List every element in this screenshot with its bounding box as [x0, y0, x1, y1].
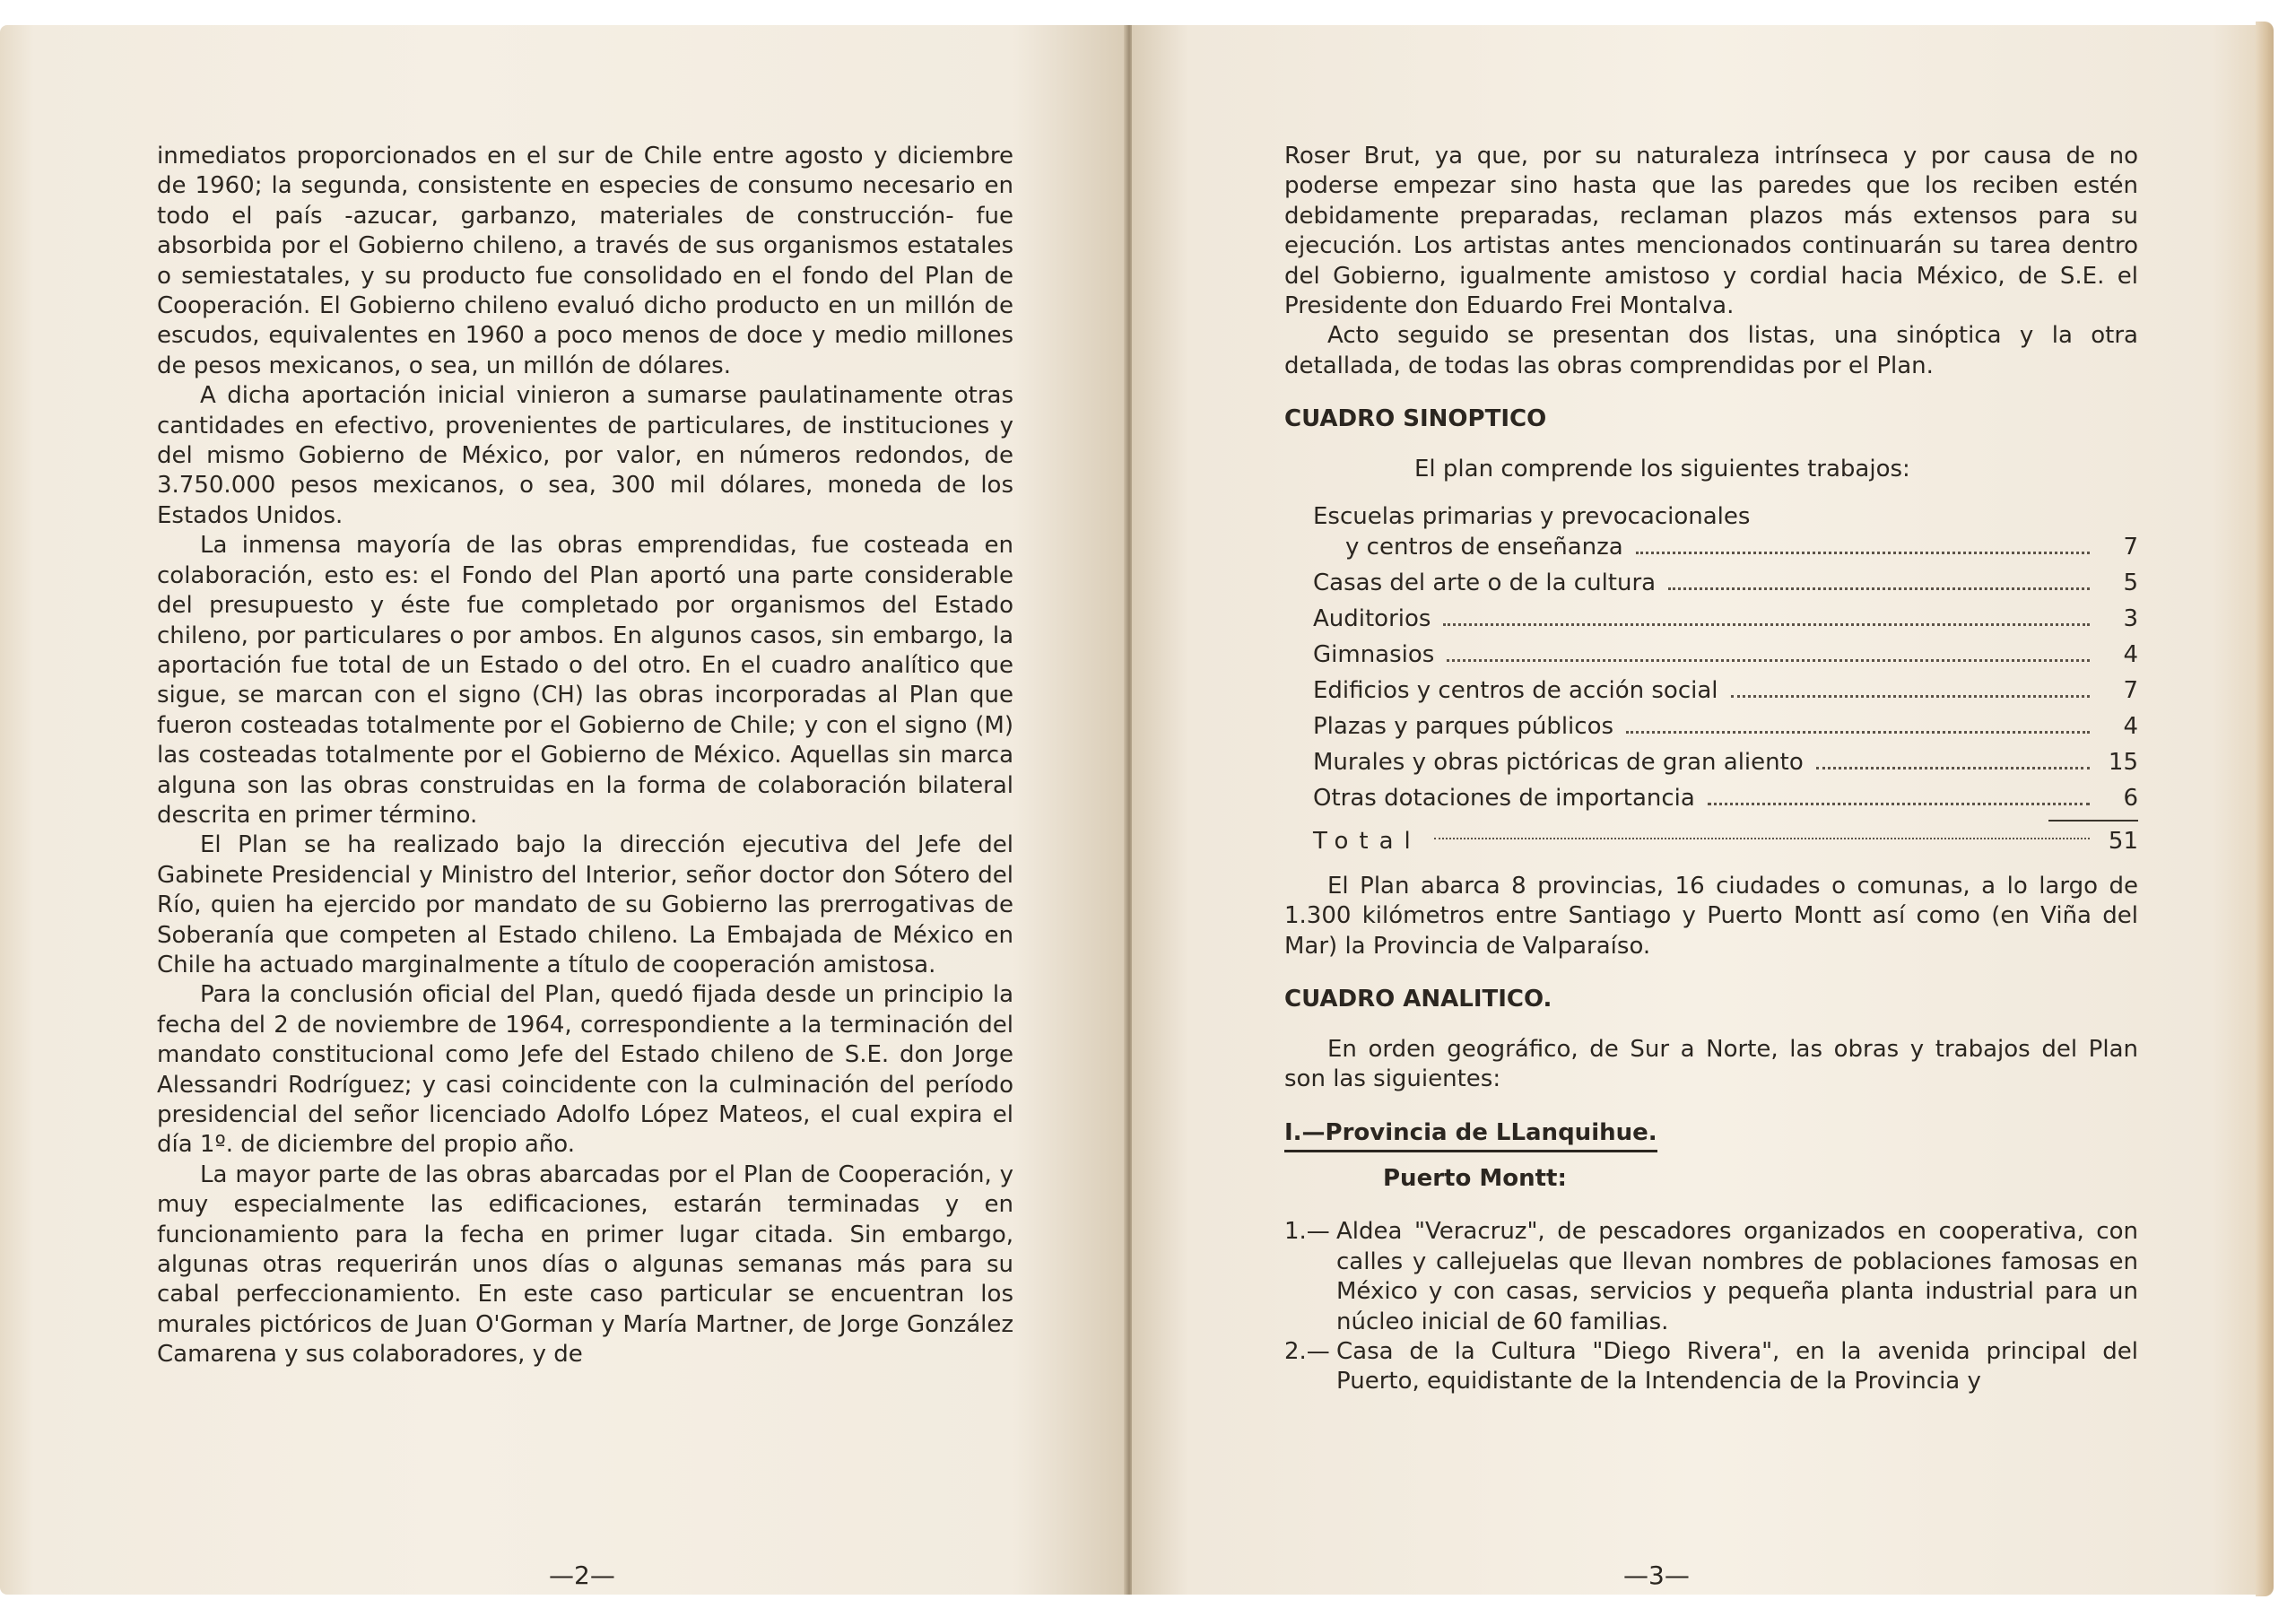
analytic-heading: CUADRO ANALITICO.	[1284, 986, 1552, 1013]
total-label: Total	[1313, 828, 1422, 856]
synoptic-row-label: y centros de enseñanza	[1345, 534, 1623, 561]
paragraph: inmediatos proporcionados en el sur de Chile entre agosto y diciembre de 1960; la segunda, consistente en especies de consumo necesario en todo el país -azucar, garbanzo, materiales de construcción- fue absorbida por el Gobierno chileno, a través de sus organismos estatales o semiestatales, y su producto fue consolidado en el fondo del Plan de Cooperación. El Gobierno chileno evaluó dicho producto en un millón de escudos, equivalentes en 1960 a poco menos de doce y medio millones de pesos mexicanos, o sea, un millón de dólares.	[157, 143, 1013, 379]
dot-leader	[1443, 623, 2090, 626]
synoptic-row-value: 7	[2123, 534, 2138, 561]
list-item-number: 2.—	[1284, 1337, 1330, 1365]
synoptic-row-label: Auditorios	[1313, 605, 1431, 633]
page-number-right: —3—	[1623, 1560, 1690, 1590]
list-item	[1284, 1217, 2138, 1337]
right-page-text	[1284, 142, 2138, 1397]
synoptic-row	[1313, 533, 2138, 569]
dot-leader	[1447, 659, 2090, 662]
city-heading: Puerto Montt:	[1383, 1164, 1567, 1192]
synoptic-row-label: Otras dotaciones de importancia	[1313, 785, 1695, 813]
list-item	[1284, 1337, 2138, 1397]
analytic-intro: En orden geográfico, de Sur a Norte, las obras y trabajos del Plan son las siguientes:	[1284, 1035, 2138, 1093]
synoptic-row-label: Casas del arte o de la cultura	[1313, 569, 1657, 597]
synoptic-row-value: 5	[2123, 569, 2138, 597]
dot-leader	[1636, 552, 2090, 554]
synoptic-heading: CUADRO SINOPTICO	[1284, 405, 1547, 433]
paragraph: Acto seguido se presentan dos listas, una sinóptica y la otra detallada, de todas las obras comprendidas por el Plan.	[1284, 322, 2138, 379]
synoptic-row-value: 3	[2123, 605, 2138, 633]
synoptic-row	[1313, 604, 2138, 640]
paragraph: El Plan se ha realizado bajo la dirección ejecutiva del Jefe del Gabinete Presidencial y Ministro del Interior, señor doctor don Sótero del Río, quien ha ejercido por mandato de su Gobierno las prerrogativas de Soberanía que competen al Estado chileno. La Embajada de México en Chile ha actuado marginalmente a título de cooperación amistosa.	[157, 831, 1013, 978]
paragraph: Para la conclusión oficial del Plan, quedó fijada desde un principio la fecha del 2 de noviembre de 1964, correspondiente a la terminación del mandato constitucional como Jefe del Estado chileno de S.E. don Jorge Alessandri Rodríguez; y casi coincidente con la culminación del período presidencial del señor licenciado Adolfo López Mateos, el cual expira el día 1º. de diciembre del propio año.	[157, 981, 1013, 1159]
paragraph: A dicha aportación inicial vinieron a sumarse paulatinamente otras cantidades en efectivo, provenientes de particulares, de instituciones y del mismo Gobierno de México, por valor, en números redondos, de 3.750.000 pesos mexicanos, o sea, 300 mil dólares, moneda de los Estados Unidos.	[157, 382, 1013, 529]
dot-leader	[1731, 695, 2090, 698]
synoptic-table	[1313, 502, 2138, 863]
left-page-text	[157, 142, 1013, 1370]
synoptic-row	[1313, 640, 2138, 676]
synoptic-row	[1313, 784, 2138, 820]
synoptic-row-label: Plazas y parques públicos	[1313, 713, 1614, 741]
paragraph: Roser Brut, ya que, por su naturaleza intrínseca y por causa de no poderse empezar sino hasta que las paredes que los reciben estén debidamente preparadas, reclaman plazos más extensos para su ejecución. Los artistas antes mencionados continuarán su tarea dentro del Gobierno, igualmente amistoso y cordial hacia México, de S.E. el Presidente don Eduardo Frei Montalva.	[1284, 143, 2138, 320]
dot-leader	[1668, 587, 2090, 590]
list-item-text: Casa de la Cultura "Diego Rivera", en la avenida principal del Puerto, equidistante de la Intendencia de la Provincia y	[1336, 1337, 2138, 1395]
synoptic-row-label: Gimnasios	[1313, 641, 1435, 669]
synoptic-row	[1313, 712, 2138, 748]
page-edge	[2256, 22, 2274, 1596]
synoptic-row	[1313, 569, 2138, 604]
synoptic-row-label: Murales y obras pictóricas de gran aliento	[1313, 749, 1804, 777]
synoptic-row	[1313, 748, 2138, 784]
dot-leader	[1434, 838, 2090, 839]
list-item-number: 1.—	[1284, 1218, 1330, 1246]
synoptic-row-value: 6	[2123, 785, 2138, 813]
synoptic-row-value: 4	[2123, 713, 2138, 741]
synoptic-row-value: 15	[2108, 749, 2138, 777]
synoptic-total-row	[1313, 822, 2138, 863]
synoptic-row-label: Edificios y centros de acción social	[1313, 677, 1718, 705]
dot-leader	[1626, 731, 2090, 734]
synoptic-row-label: Escuelas primarias y prevocacionales	[1313, 503, 1751, 531]
paragraph: La inmensa mayoría de las obras emprendidas, fue costeada en colaboración, esto es: el Fondo del Plan aportó una parte considerable del presupuesto y éste fue completado por organismos del Estado chileno, por particulares o por ambos. En algunos casos, sin embargo, la aportación fue total de un Estado o del otro. En el cuadro analítico que sigue, se marcan con el signo (CH) las obras incorporadas al Plan que fueron costeadas totalmente por el Gobierno de Chile; y con el signo (M) las costeadas totalmente por el Gobierno de México. Aquellas sin marca alguna son las obras construidas en la forma de colaboración bilateral descrita en primer término.	[157, 532, 1013, 829]
synoptic-row-value: 7	[2123, 677, 2138, 705]
paragraph: El Plan abarca 8 provincias, 16 ciudades o comunas, a lo largo de 1.300 kilómetros entre Santiago y Puerto Montt así como (en Viña del Mar) la Provincia de Valparaíso.	[1284, 873, 2138, 960]
page-number-left: —2—	[549, 1560, 615, 1590]
synoptic-intro: El plan comprende los siguientes trabajos:	[1414, 455, 1910, 482]
total-value: 51	[2108, 828, 2138, 856]
province-heading: I.—Provincia de LLanquihue.	[1284, 1118, 2138, 1148]
synoptic-row	[1313, 676, 2138, 712]
list-item-text: Aldea "Veracruz", de pescadores organizados en cooperativa, con calles y callejuelas que llevan nombres de poblaciones famosas en México y con casas, servicios y pequeña planta industrial para un núcleo inicial de 60 familias.	[1336, 1218, 2138, 1335]
synoptic-row-value: 4	[2123, 641, 2138, 669]
dot-leader	[1816, 767, 2090, 769]
dot-leader	[1708, 803, 2090, 805]
paragraph: La mayor parte de las obras abarcadas por el Plan de Cooperación, y muy especialmente las edificaciones, estarán terminadas y en funcionamiento para la fecha en primer lugar citada. Sin embargo, algunas otras requerirán unos días o algunas semanas más para su cabal perfeccionamiento. En este caso particular se encuentran los murales pictóricos de Juan O'Gorman y María Martner, de Jorge González Camarena y sus colaboradores, y de	[157, 1161, 1013, 1369]
